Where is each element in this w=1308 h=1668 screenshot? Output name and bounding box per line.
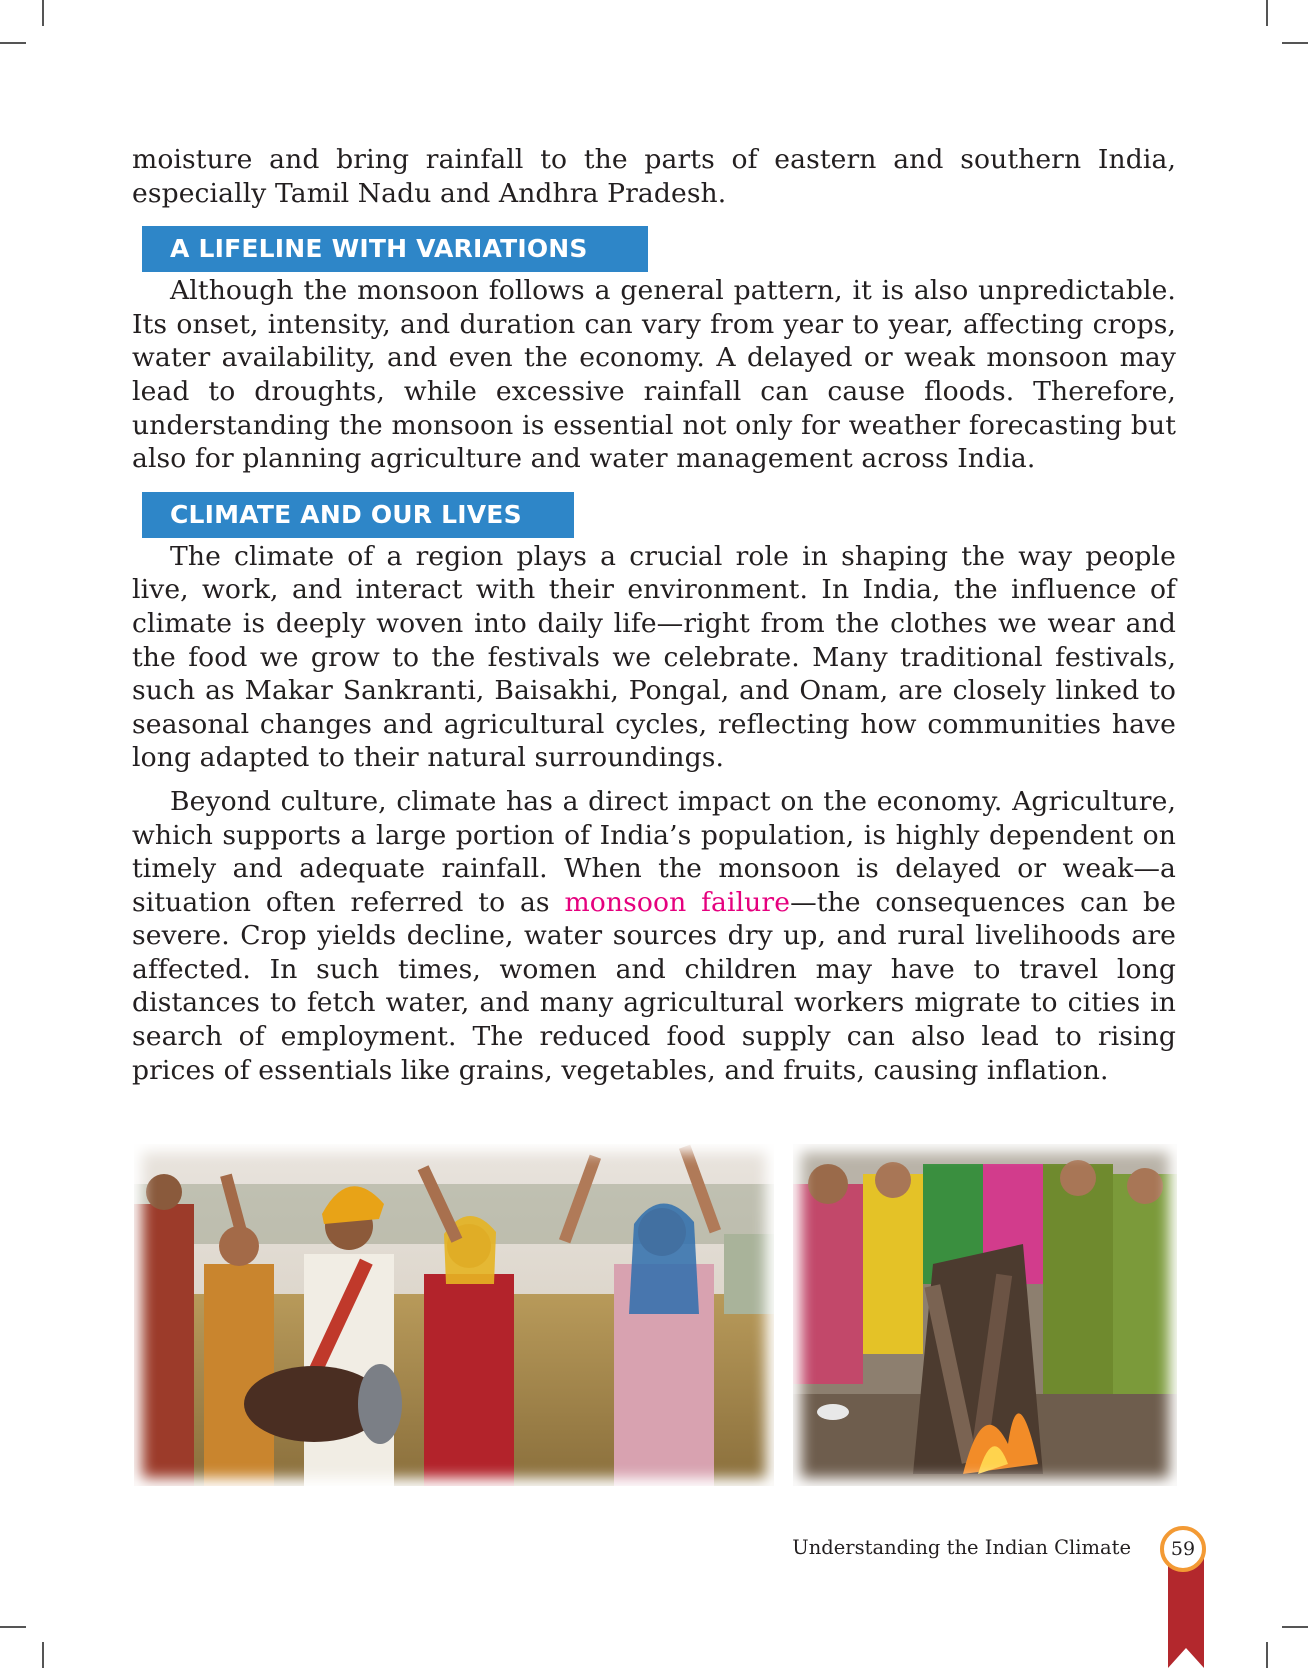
page-number: 59	[1160, 1526, 1206, 1572]
lifeline-paragraph: Although the monsoon follows a general pattern, it is also unpredictable. Its onset, intensity, and duration can vary from year to year, affecting crops, water availability, and even the economy. A delayed or weak monsoon may lead to droughts, while excessive rainfall can cause floods. Therefore, understanding the monsoon is essential not only for weather forecasting but also for planning agriculture and water management across India.	[132, 275, 1176, 475]
baisakhi-dance-photo	[134, 1144, 774, 1486]
climate-paragraph-1: The climate of a region plays a crucial role in shaping the way people live, work, and interact with their environment. In India, the influence of climate is deeply woven into daily life—right from the clothes we wear and the food we grow to the festivals we celebrate. Many traditional festivals, such as Makar Sankranti, Baisakhi, Pongal, and Onam, are closely linked to seasonal changes and agricultural cycles, reflecting how communities have long adapted to their natural surroundings.	[132, 540, 1176, 774]
crop-mark	[42, 1642, 44, 1668]
crop-mark	[1266, 1642, 1268, 1668]
key-term-monsoon-failure: monsoon failure	[564, 886, 791, 918]
intro-paragraph: moisture and bring rainfall to the parts of eastern and southern India, especially Tamil Nadu and Andhra Pradesh.	[132, 144, 1176, 209]
crop-mark	[42, 0, 44, 26]
book-title-footer: Understanding the Indian Climate	[792, 1536, 1131, 1559]
crop-mark	[1266, 0, 1268, 26]
crop-mark	[1282, 42, 1308, 44]
page-content	[132, 143, 1176, 1087]
lohri-bonfire-photo	[793, 1144, 1177, 1486]
section-heading-climate-lives: CLIMATE AND OUR LIVES	[142, 492, 574, 538]
crop-mark	[1282, 1626, 1308, 1628]
paragraph-text: —the consequences can be severe. Crop yields decline, water sources dry up, and rural livelihoods are affected. In such times, women and children may have to travel long distances to fetch water, and many agricultural workers migrate to cities in search of employment. The reduced food supply can also lead to rising prices of essentials like grains, vegetables, and fruits, causing inflation.	[132, 886, 1176, 1086]
climate-paragraph-2	[132, 785, 1176, 1087]
crop-mark	[0, 42, 26, 44]
paragraph-text: Beyond culture, climate has a direct impact on the economy. Agriculture, which supports a large portion of India’s population, is highly dependent on timely and adequate rainfall. When the monsoon is delayed or weak—a situation often referred to as	[132, 785, 1176, 918]
crop-mark	[0, 1626, 26, 1628]
section-heading-lifeline: A LIFELINE WITH VARIATIONS	[142, 226, 648, 272]
